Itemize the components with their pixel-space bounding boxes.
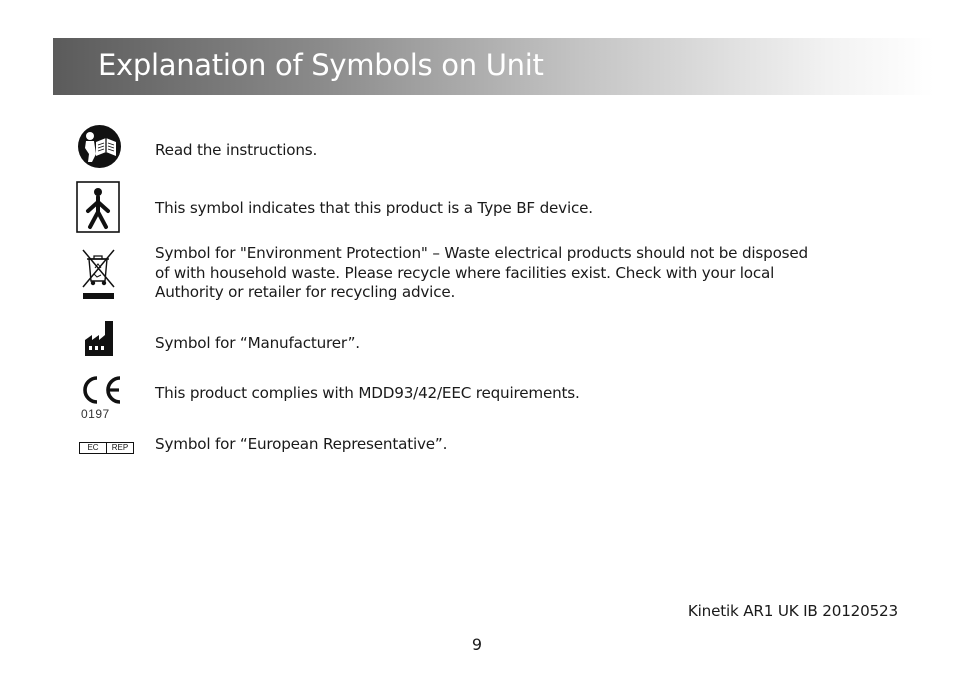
weee-bin-icon [80, 247, 118, 305]
ce-text: This product complies with MDD93/42/EEC requirements. [155, 384, 580, 402]
type-bf-icon [76, 181, 122, 237]
ce-notified-body-number: 0197 [81, 407, 110, 421]
weee-text-line: of with household waste. Please recycle where facilities exist. Check with your local [155, 263, 775, 282]
manufacturer-text: Symbol for “Manufacturer”. [155, 334, 360, 352]
ec-rep-label-rep: REP [111, 443, 129, 452]
ec-rep-label-ec: EC [80, 443, 107, 453]
ce-mark-icon [78, 374, 124, 410]
ec-rep-text: Symbol for “European Representative”. [155, 435, 448, 453]
header-bar [53, 38, 934, 95]
manufacturer-icon [84, 320, 114, 361]
page-title: Explanation of Symbols on Unit [98, 48, 544, 82]
document-reference: Kinetik AR1 UK IB 20120523 [687, 602, 898, 620]
ec-rep-icon [79, 442, 134, 454]
page-number: 9 [471, 635, 483, 654]
read-instructions-icon [76, 124, 123, 173]
weee-text [155, 244, 808, 303]
weee-text-line: Authority or retailer for recycling advice. [155, 283, 456, 301]
weee-text-line: Symbol for "Environment Protection" – Waste electrical products should not be disposed [155, 244, 808, 262]
read-instructions-text: Read the instructions. [155, 141, 318, 159]
type-bf-text: This symbol indicates that this product is a Type BF device. [155, 199, 593, 217]
